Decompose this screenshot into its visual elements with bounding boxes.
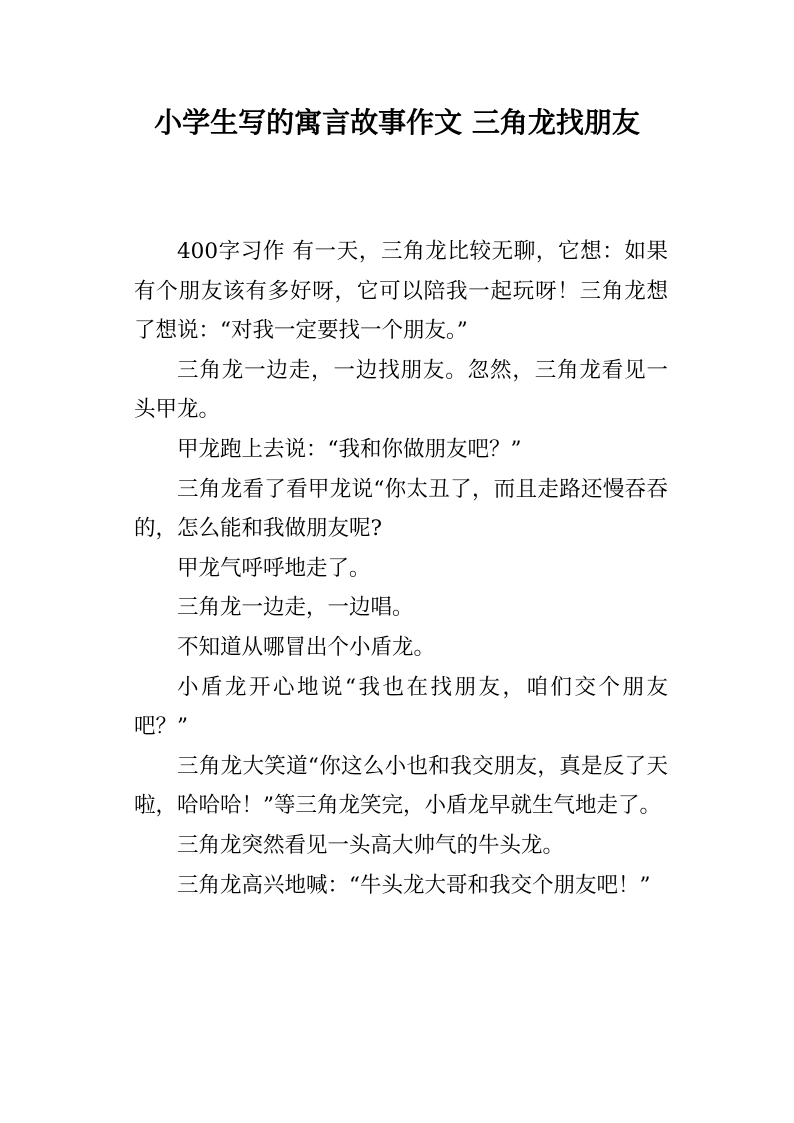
paragraph: 甲龙气呼呼地走了。 bbox=[177, 555, 371, 581]
document-title: 小学生写的寓言故事作文 三角龙找朋友 bbox=[154, 106, 640, 139]
paragraph: 三角龙看了看甲龙说“你太丑了，而且走路还慢吞吞的，怎么能和我做朋友呢? bbox=[134, 476, 668, 542]
paragraph: 400字习作 有一天，三角龙比较无聊，它想：如果有个朋友该有多好呀，它可以陪我一起玩呀！三角龙想了想说：“对我一定要找一个朋友。” bbox=[134, 239, 668, 344]
paragraph: 三角龙一边走，一边找朋友。忽然，三角龙看见一头甲龙。 bbox=[134, 357, 668, 423]
paragraph: 三角龙突然看见一头高大帅气的牛头龙。 bbox=[177, 832, 565, 858]
paragraph: 小盾龙开心地说“我也在找朋友，咱们交个朋友吧？” bbox=[134, 674, 668, 740]
paragraph: 甲龙跑上去说：“我和你做朋友吧？” bbox=[177, 436, 522, 462]
paragraph: 三角龙大笑道“你这么小也和我交朋友，真是反了天啦，哈哈哈！”等三角龙笑完，小盾龙早就生气地走了。 bbox=[134, 753, 668, 819]
paragraph: 三角龙高兴地喊：“牛头龙大哥和我交个朋友吧！” bbox=[177, 872, 651, 898]
paragraph: 三角龙一边走，一边唱。 bbox=[177, 595, 414, 621]
paragraph: 不知道从哪冒出个小盾龙。 bbox=[177, 634, 436, 660]
document-body bbox=[134, 232, 668, 905]
